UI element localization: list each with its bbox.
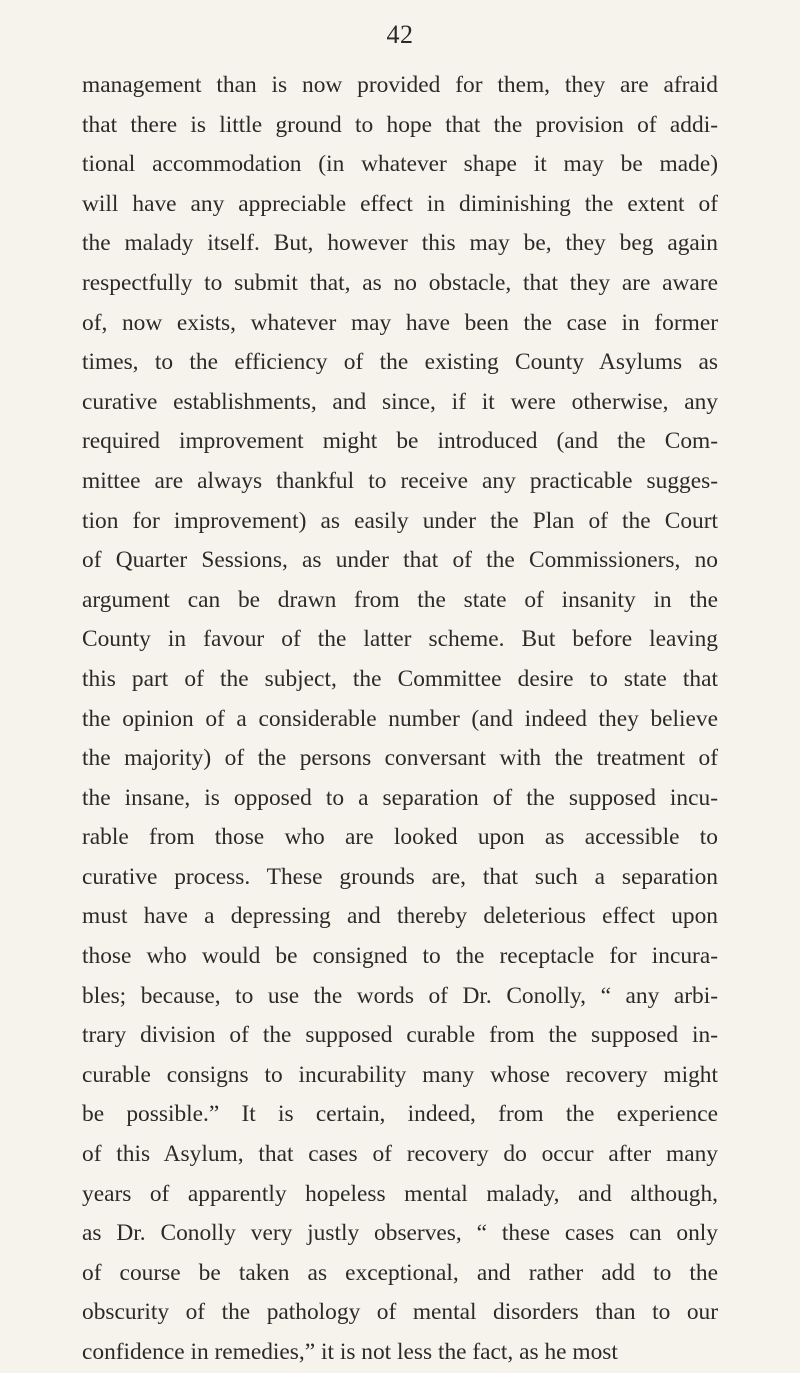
- text-line: the majority) of the persons conversant with the treatment of: [82, 745, 718, 772]
- text-line: of, now exists, whatever may have been the case in former: [82, 309, 718, 336]
- text-line: this part of the subject, the Committee desire to state that: [82, 665, 718, 692]
- text-line: respectfully to submit that, as no obstacle, that they are aware: [82, 269, 718, 296]
- text-line: as Dr. Conolly very justly observes, “ these cases can only: [82, 1220, 718, 1247]
- text-line: of course be taken as exceptional, and rather add to the: [82, 1259, 718, 1286]
- text-line: County in favour of the latter scheme. But before leaving: [82, 626, 718, 653]
- page-number: 42: [386, 20, 414, 49]
- text-line: will have any appreciable effect in diminishing the extent of: [82, 190, 718, 217]
- text-line: confidence in remedies,” it is not less the fact, as he most: [82, 1339, 618, 1365]
- text-line: obscurity of the pathology of mental disorders than to our: [82, 1299, 718, 1326]
- text-line: years of apparently hopeless mental malady, and although,: [82, 1180, 718, 1207]
- text-line: that there is little ground to hope that the provision of addi-: [82, 111, 718, 138]
- text-line: the insane, is opposed to a separation of the supposed incu-: [82, 784, 718, 811]
- text-line: mittee are always thankful to receive any practicable sugges-: [82, 467, 718, 494]
- text-line: those who would be consigned to the receptacle for incura-: [82, 943, 718, 970]
- body-text: [82, 66, 718, 1373]
- text-line: of this Asylum, that cases of recovery do occur after many: [82, 1141, 718, 1168]
- text-line: trary division of the supposed curable from the supposed in-: [82, 1022, 718, 1049]
- text-line: management than is now provided for them, they are afraid: [82, 72, 718, 98]
- text-line: the malady itself. But, however this may be, they beg again: [82, 230, 718, 257]
- text-line: required improvement might be introduced (and the Com-: [82, 428, 718, 455]
- text-line: be possible.” It is certain, indeed, from the experience: [82, 1101, 718, 1128]
- text-line: rable from those who are looked upon as accessible to: [82, 824, 718, 851]
- text-line: curative process. These grounds are, that such a separation: [82, 863, 718, 890]
- text-line: tional accommodation (in whatever shape it may be made): [82, 151, 718, 178]
- text-line: times, to the efficiency of the existing County Asylums as: [82, 349, 718, 376]
- text-line: tion for improvement) as easily under the Plan of the Court: [82, 507, 718, 534]
- text-line: of Quarter Sessions, as under that of the Commissioners, no: [82, 547, 718, 574]
- text-line: argument can be drawn from the state of insanity in the: [82, 586, 718, 613]
- text-line: bles; because, to use the words of Dr. Conolly, “ any arbi-: [82, 982, 718, 1009]
- text-line: must have a depressing and thereby deleterious effect upon: [82, 903, 718, 930]
- text-line: curable consigns to incurability many whose recovery might: [82, 1061, 718, 1088]
- text-line: curative establishments, and since, if it were otherwise, any: [82, 388, 718, 415]
- text-line: the opinion of a considerable number (and indeed they believe: [82, 705, 718, 732]
